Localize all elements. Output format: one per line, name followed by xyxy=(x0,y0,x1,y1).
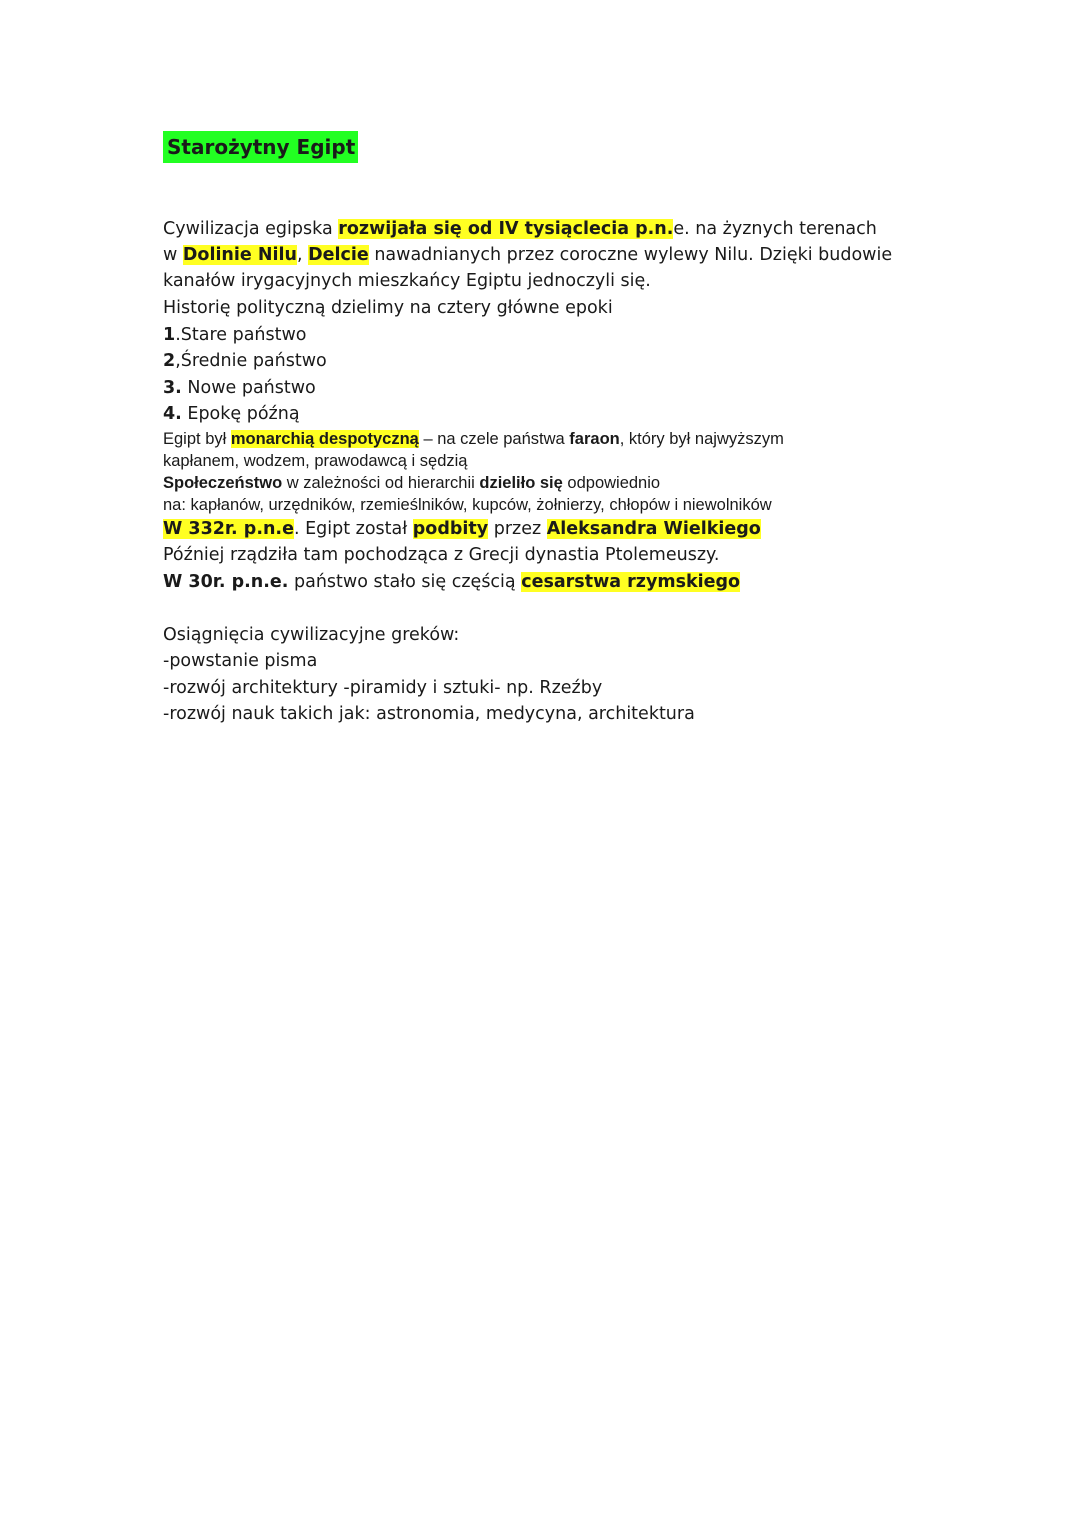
bold-text: Społeczeństwo xyxy=(163,474,283,492)
epoch-item xyxy=(163,375,316,401)
text-run: Egipt był xyxy=(163,430,231,448)
text-run: . Egipt został xyxy=(293,519,413,539)
epoch-item xyxy=(163,348,327,374)
paragraph-line: Historię polityczną dzielimy na cztery główne epoki xyxy=(163,298,613,318)
paragraph-line xyxy=(163,472,660,494)
highlighted-text: Dolinie Nilu xyxy=(182,245,297,265)
text-run: w zależności od hierarchii xyxy=(282,474,480,492)
highlighted-text: W 332r. p.n.e xyxy=(163,519,294,539)
list-item: -powstanie pisma xyxy=(163,651,318,671)
epoch-number: 3. xyxy=(163,378,182,398)
text-run: e. na żyznych terenach xyxy=(673,219,877,239)
highlighted-text: podbity xyxy=(412,519,489,539)
paragraph-line xyxy=(163,216,877,242)
highlighted-text: monarchią despotyczną xyxy=(230,430,419,448)
list-item: -rozwój nauk takich jak: astronomia, medycyna, architektura xyxy=(163,704,695,724)
highlighted-text: Delcie xyxy=(308,245,369,265)
text-run: przez xyxy=(488,519,547,539)
paragraph-line xyxy=(163,516,761,542)
epoch-label: ,Średnie państwo xyxy=(175,351,327,371)
epoch-label: Nowe państwo xyxy=(181,378,316,398)
epoch-number: 4. xyxy=(163,404,182,424)
epoch-item xyxy=(163,322,307,348)
bold-text: dzieliło się xyxy=(479,474,563,492)
text-run: odpowiednio xyxy=(562,474,661,492)
text-run: państwo stało się częścią xyxy=(288,572,522,592)
page-title: Starożytny Egipt xyxy=(163,131,358,163)
highlighted-text: cesarstwa rzymskiego xyxy=(521,572,741,592)
highlighted-text: rozwijała się od IV tysiąclecia p.n. xyxy=(338,219,674,239)
epoch-number: 1 xyxy=(163,325,176,345)
paragraph-line xyxy=(163,569,740,595)
list-item: -rozwój architektury -piramidy i sztuki- np. Rzeźby xyxy=(163,678,603,698)
text-run: Cywilizacja egipska xyxy=(163,219,339,239)
epoch-number: 2 xyxy=(163,351,176,371)
achievements-heading: Osiągnięcia cywilizacyjne greków: xyxy=(163,625,460,645)
paragraph-line: na: kapłanów, urzędników, rzemieślników, kupców, żołnierzy, chłopów i niewolników xyxy=(163,496,772,514)
paragraph-line xyxy=(163,242,892,268)
text-run: , który był najwyższym xyxy=(619,430,784,448)
epoch-label: .Stare państwo xyxy=(175,325,307,345)
paragraph-line: kanałów irygacyjnych mieszkańcy Egiptu jednoczyli się. xyxy=(163,271,651,291)
text-run: w xyxy=(163,245,183,265)
text-run: , xyxy=(296,245,309,265)
paragraph-line: Później rządziła tam pochodząca z Grecji dynastia Ptolemeuszy. xyxy=(163,545,720,565)
text-run: nawadnianych przez coroczne wylewy Nilu. Dzięki budowie xyxy=(368,245,893,265)
text-run: – na czele państwa xyxy=(418,430,570,448)
epoch-label: Epokę późną xyxy=(181,404,300,424)
paragraph-line xyxy=(163,428,784,450)
bold-text: W 30r. p.n.e. xyxy=(163,572,289,592)
bold-text: faraon xyxy=(569,430,620,448)
paragraph-line: kapłanem, wodzem, prawodawcą i sędzią xyxy=(163,452,468,470)
epoch-item xyxy=(163,401,300,427)
highlighted-text: Aleksandra Wielkiego xyxy=(546,519,761,539)
